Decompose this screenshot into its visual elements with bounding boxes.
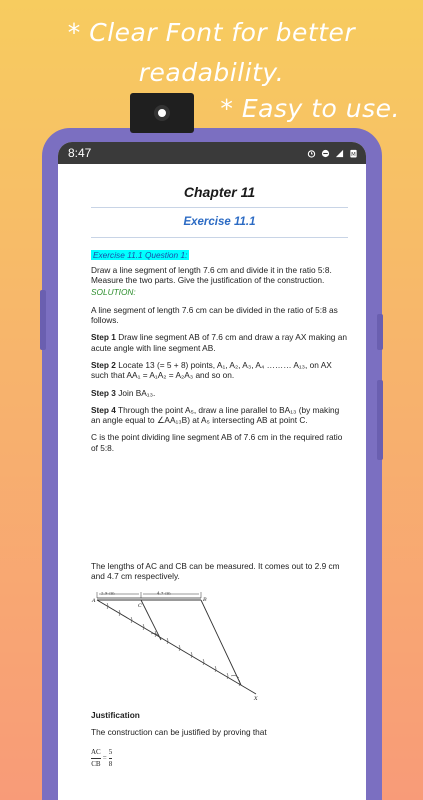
divider [91, 207, 348, 208]
step-text: Draw line segment AB of 7.6 cm and draw a ray AX making an acute angle with line segment AB. [91, 332, 347, 353]
step-label: Step 1 [91, 332, 116, 343]
step-text: Join BA₁₃. [115, 387, 156, 398]
ratio-equation [91, 747, 348, 769]
dim-cb-label: 4.7 cm [157, 590, 171, 596]
point-b-label: B [203, 596, 207, 603]
alarm-icon [307, 149, 316, 158]
divider [91, 237, 348, 238]
solution-label: SOLUTION: [91, 287, 136, 298]
solution-intro: A line segment of length 7.6 cm can be divided in the ratio of 5:8 as follows. [91, 304, 338, 326]
conclusion-text: C is the point dividing line segment AB of 7.6 cm in the required ratio of 5:8. [91, 432, 343, 453]
step-text: Locate 13 (= 5 + 8) points, A₁, A₂, A₃, A₄ ……… A₁₃, on AX such that AA₁ = A₁A₂ = A₂A₃ and so on. [91, 359, 332, 381]
step-label: Step 3 [91, 387, 116, 398]
status-icons [307, 149, 358, 158]
point-c-label: C [138, 602, 142, 609]
phone-side-button [377, 314, 383, 350]
ray-x-label: X [254, 695, 258, 702]
step-label: Step 2 [91, 359, 116, 370]
fraction-ac-cb [91, 747, 101, 769]
justification-text: The construction can be justified by proving that [91, 726, 267, 737]
fraction-ratio [109, 747, 113, 769]
dim-ac-label: 2.9 cm [101, 590, 115, 596]
point-a-label: A [92, 597, 96, 604]
step-4 [91, 405, 348, 426]
step-label: Step 4 [91, 404, 116, 415]
justification-heading: Justification [91, 709, 140, 720]
promo-line-3: * Easy to use. [220, 94, 400, 123]
measure-text: The lengths of AC and CB can be measured. It comes out to 2.9 cm and 4.7 cm respectively. [91, 561, 340, 582]
camera-lens-icon [154, 105, 170, 121]
svg-text:M: M [351, 151, 356, 158]
document-page[interactable] [58, 184, 366, 769]
exercise-title: Exercise 11.1 [183, 216, 256, 229]
construction-figure [91, 590, 261, 702]
popup-camera [130, 93, 194, 133]
equals-sign: = [102, 753, 107, 762]
fraction-denominator: 8 [108, 759, 113, 768]
fraction-numerator: 5 [109, 747, 113, 758]
question-text: Draw a line segment of length 7.6 cm and divide it in the ratio 5:8. Measure the two parts. Give the justification of the construction. [91, 264, 332, 286]
status-bar [58, 142, 366, 164]
step-text: Through the point A₅, draw a line parallel to BA₁₃ (by making an angle equal to ∠AA₁₃B) at A₅ intersecting AB at point C. [91, 404, 340, 426]
promo-line-1: * Clear Font for better [67, 18, 356, 47]
step-2 [91, 360, 348, 381]
step-3 [91, 388, 348, 398]
step-1 [91, 332, 348, 353]
phone-side-button [40, 290, 46, 350]
status-time: 8:47 [68, 146, 92, 160]
question-label: Exercise 11.1 Question 1: [93, 249, 188, 260]
fraction-denominator: CB [91, 759, 101, 768]
chapter-title: Chapter 11 [183, 184, 256, 200]
battery-icon [349, 149, 358, 158]
dnd-icon [321, 149, 330, 158]
fraction-numerator: AC [91, 747, 101, 758]
phone-screen [58, 142, 366, 800]
promo-line-2: readability. [138, 58, 285, 87]
phone-side-button [377, 380, 383, 460]
signal-icon [335, 149, 344, 158]
